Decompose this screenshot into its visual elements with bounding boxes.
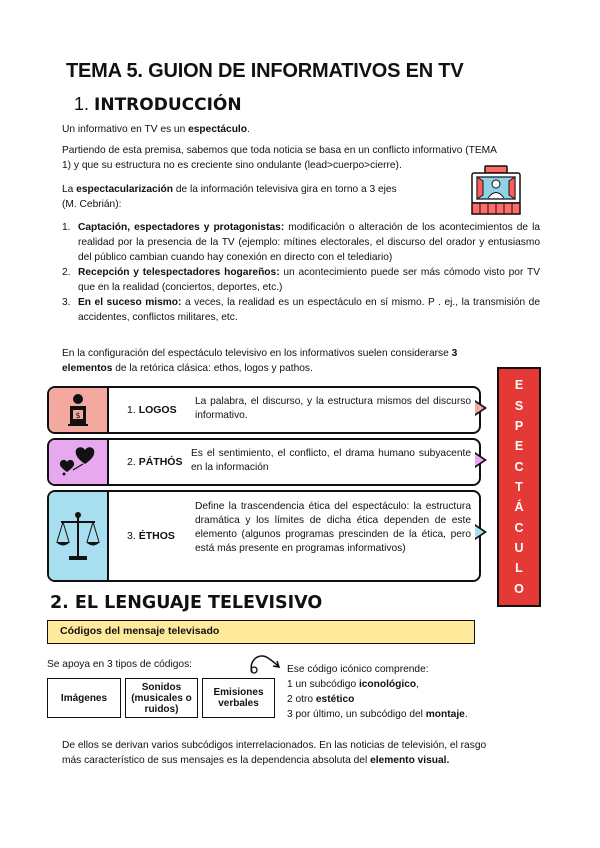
svg-text:$: $ [75, 411, 81, 420]
element-row-pathos [47, 438, 481, 486]
page-title: TEMA 5. GUION DE INFORMATIVOS EN TV [66, 60, 464, 82]
banner-letter: E [514, 378, 524, 393]
intro-paragraph-2: Partiendo de esta premisa, sabemos que toda noticia se basa en un conflicto informativo (TEMA 1) y que su estructura no es creciente sino ondulante (lead>cuerpo>cierre). [62, 145, 497, 171]
section-heading-introduccion [74, 94, 242, 115]
logos-arrow-fill [475, 402, 484, 414]
logos-number: 1. [127, 404, 136, 416]
section-heading-text: INTRODUCCIÓN [94, 95, 242, 115]
banner-letter: S [514, 398, 524, 413]
element-row-logos [47, 386, 481, 434]
espectaculo-banner [497, 367, 541, 607]
ethos-icon-cell [49, 492, 109, 580]
element-row-ethos [47, 490, 481, 582]
pathos-arrow-fill [475, 454, 484, 466]
speaker-icon [49, 388, 107, 432]
curved-arrow-icon [246, 650, 282, 676]
pathos-icon-cell [49, 440, 109, 484]
ethos-number: 3. [127, 530, 136, 542]
list-item: 3. En el suceso mismo: a veces, la realidad es un espectáculo en sí mismo. P . ej., la transmisión de accidentes, conflictos militares, etc. [62, 297, 540, 323]
logos-icon-cell [49, 388, 109, 432]
code-box-sonidos: Sonidos (musicales o ruidos) [125, 678, 198, 718]
tv-show-icon [470, 165, 522, 215]
logos-text: La palabra, el discurso, y la estructura mismos del discurso informativo. [195, 396, 471, 421]
ethos-label: ÉTHOS [138, 530, 175, 542]
scales-icon [49, 492, 107, 580]
banner-letter: O [514, 581, 524, 596]
list-item: 1. Captación, espectadores y protagonistas: modificación o alteración de los acontecimientos de la realidad por la presencia de la TV (ejemplo: mítines electorales, el discurso del orador y entusiasmo del público cambian cuando hay conexión en directo con el telediario) [62, 222, 540, 263]
banner-letter: C [514, 459, 524, 474]
banner-letter: L [515, 561, 523, 576]
code-box-imagenes: Imágenes [47, 678, 121, 718]
codes-intro: Se apoya en 3 tipos de códigos: [47, 659, 192, 670]
banner-letter: P [514, 418, 524, 433]
banner-letter: E [514, 439, 524, 454]
banner-letter: T [515, 479, 523, 494]
banner-letter: Á [514, 500, 524, 515]
intro-paragraph-3: La espectacularización de la información televisiva gira en torno a 3 ejes (M. Cebrián): [62, 184, 397, 210]
banner-letter: C [514, 520, 524, 535]
code-box-emisiones: Emisiones verbales [202, 678, 275, 718]
codes-bar: Códigos del mensaje televisado [47, 620, 475, 644]
logos-label: LOGOS [138, 404, 177, 416]
closing-paragraph: De ellos se derivan varios subcódigos interrelacionados. En las noticias de televisión, el rasgo más característico de sus mensajes es la dependencia absoluta del elemento visual. [62, 740, 487, 766]
banner-letter: U [514, 541, 524, 556]
iconic-code-description: Ese código icónico comprende: 1 un subcódigo iconológico, 2 otro estético 3 por último, un subcódigo del montaje. [287, 664, 468, 720]
pathos-label: PÁTHÓS [138, 456, 183, 468]
section-number: 1. [74, 94, 90, 114]
pathos-text: Es el sentimiento, el conflicto, el drama humano subyacente en la información [191, 448, 471, 473]
section-heading-lenguaje: 2. EL LENGUAJE TELEVISIVO [50, 593, 323, 613]
ethos-text: Define la trascendencia ética del espectáculo: la estructura dramática y los límites de dicha ética dependen de este elemento (algunos programas prescinden de la ética, pero está más presente en programas informativos) [195, 501, 471, 554]
config-paragraph: En la configuración del espectáculo televisivo en los informativos suelen considerarse 3 elementos de la retórica clásica: ethos, logos y pathos. [62, 348, 458, 374]
pathos-number: 2. [127, 456, 136, 468]
list-item: 2. Recepción y telespectadores hogareños: un acontecimiento puede ser más cómodo visto por TV que en la realidad (conciertos, deportes, etc.) [62, 267, 540, 293]
intro-paragraph-1: Un informativo en TV es un espectáculo. [62, 124, 250, 135]
axes-list [62, 220, 540, 325]
hearts-icon [49, 440, 107, 484]
ethos-arrow-fill [475, 526, 484, 538]
